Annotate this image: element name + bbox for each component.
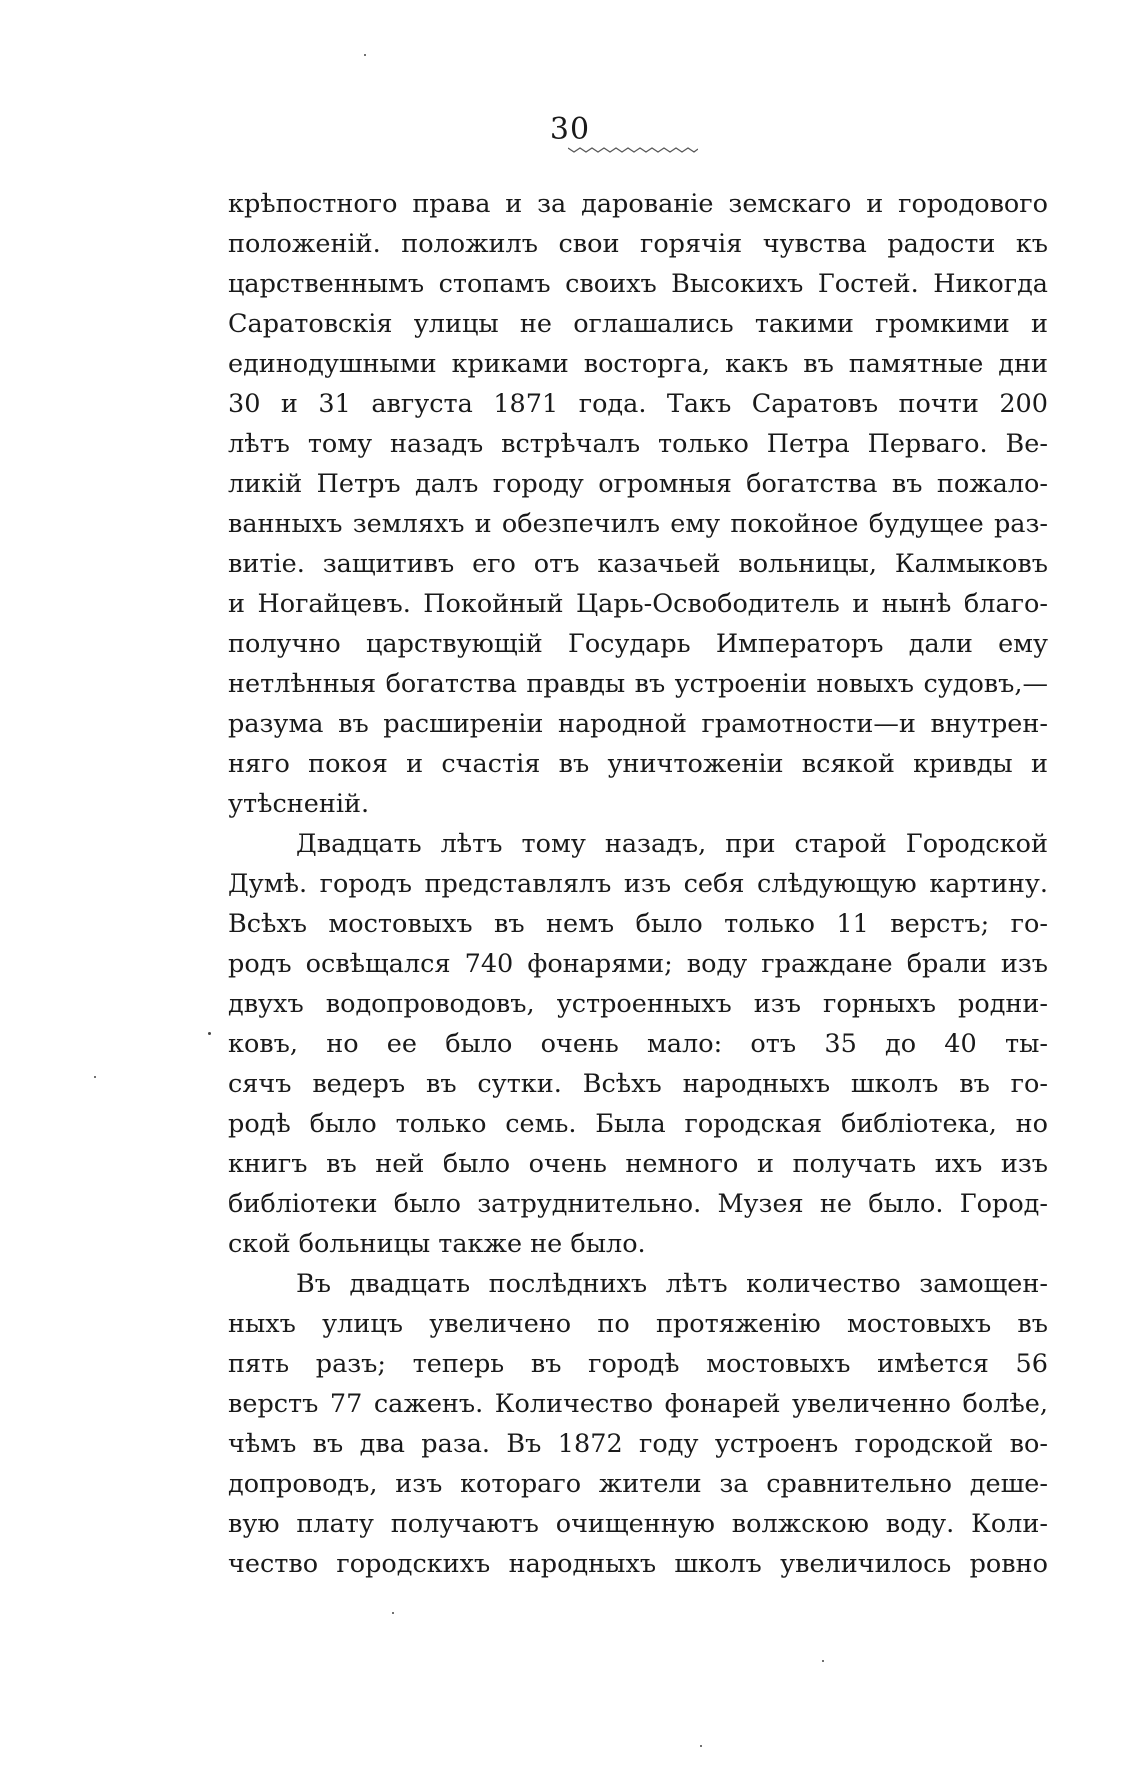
- text-line: витіе. защитивъ его отъ казачьей вольницы, Калмыковъ: [228, 549, 1048, 579]
- text-line: нетлѣнныя богатства правды въ устроеніи новыхъ судовъ,—: [228, 669, 1048, 699]
- text-line: сячъ ведеръ въ сутки. Всѣхъ народныхъ школъ въ го-: [228, 1069, 1048, 1099]
- text-line: ской больницы также не было.: [228, 1229, 646, 1259]
- paragraph: [228, 1264, 1048, 1584]
- ornament-divider: [568, 146, 698, 154]
- text-line: единодушными криками восторга, какъ въ памятные дни: [228, 349, 1048, 379]
- text-line: пять разъ; теперь въ городѣ мостовыхъ имѣется 56: [228, 1349, 1048, 1379]
- text-line: Саратовскія улицы не оглашались такими громкими и: [228, 309, 1048, 339]
- text-line: ликій Петръ далъ городу огромныя богатства въ пожало-: [228, 469, 1048, 499]
- text-line: Думѣ. городъ представлялъ изъ себя слѣдующую картину.: [228, 869, 1048, 899]
- scan-speck: [364, 54, 366, 56]
- text-line: разума въ расширеніи народной грамотности—и внутрен-: [228, 709, 1048, 739]
- scan-speck: [700, 1745, 702, 1747]
- text-line: ванныхъ земляхъ и обезпечилъ ему покойное будущее раз-: [228, 509, 1048, 539]
- page-number: 30: [549, 112, 591, 147]
- text-line: ковъ, но ее было очень мало: отъ 35 до 40 ты-: [228, 1029, 1048, 1059]
- text-line: книгъ въ ней было очень немного и получать ихъ изъ: [228, 1149, 1048, 1179]
- text-line: 30 и 31 августа 1871 года. Такъ Саратовъ почти 200: [228, 389, 1048, 419]
- text-line: Всѣхъ мостовыхъ въ немъ было только 11 верстъ; го-: [228, 909, 1048, 939]
- text-line: Двадцать лѣтъ тому назадъ, при старой Городской: [296, 829, 1048, 859]
- text-line: верстъ 77 саженъ. Количество фонарей увеличенно болѣе,: [228, 1389, 1048, 1419]
- text-line: лѣтъ тому назадъ встрѣчалъ только Петра Перваго. Ве-: [228, 429, 1048, 459]
- text-line: утѣсненій.: [228, 789, 370, 819]
- text-line: родъ освѣщался 740 фонарями; воду граждане брали изъ: [228, 949, 1048, 979]
- text-line: родѣ было только семь. Была городская библіотека, но: [228, 1109, 1048, 1139]
- text-line: чество городскихъ народныхъ школъ увеличилось ровно: [228, 1549, 1048, 1579]
- text-line: ныхъ улицъ увеличено по протяженію мостовыхъ въ: [228, 1309, 1048, 1339]
- text-line: библіотеки было затруднительно. Музея не было. Город-: [228, 1189, 1048, 1219]
- text-line: положеній. положилъ свои горячія чувства радости къ: [228, 229, 1048, 259]
- text-line: допроводъ, изъ котораго жители за сравнительно деше-: [228, 1469, 1048, 1499]
- scan-speck: [392, 1612, 394, 1614]
- paragraph: [228, 184, 1048, 824]
- paragraph: [228, 824, 1048, 1264]
- scan-speck: [208, 1032, 211, 1035]
- text-line: двухъ водопроводовъ, устроенныхъ изъ горныхъ родни-: [228, 989, 1048, 1019]
- text-line: вую плату получаютъ очищенную волжскою воду. Коли-: [228, 1509, 1048, 1539]
- text-line: чѣмъ въ два раза. Въ 1872 году устроенъ городской во-: [228, 1429, 1048, 1459]
- text-line: царственнымъ стопамъ своихъ Высокихъ Гостей. Никогда: [228, 269, 1048, 299]
- text-line: няго покоя и счастія въ уничтоженіи всякой кривды и: [228, 749, 1048, 779]
- text-line: получно царствующій Государь Императоръ дали ему: [228, 629, 1048, 659]
- text-line: и Ногайцевъ. Покойный Царь-Освободитель и нынѣ благо-: [228, 589, 1048, 619]
- scan-speck: [94, 1076, 96, 1078]
- text-line: Въ двадцать послѣднихъ лѣтъ количество замощен-: [296, 1269, 1048, 1299]
- scan-speck: [822, 1660, 824, 1662]
- text-line: крѣпостного права и за дарованіе земскаго и городового: [228, 189, 1048, 219]
- body-text: [228, 184, 1048, 1584]
